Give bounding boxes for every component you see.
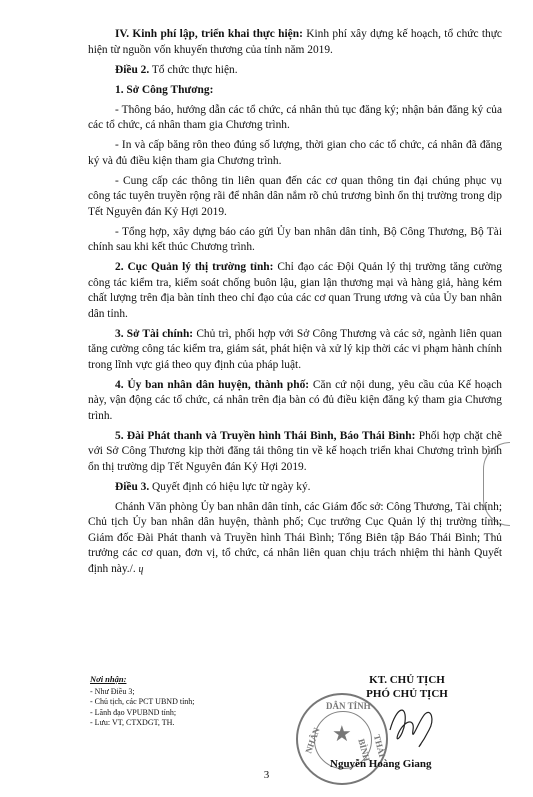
recipient-item: - Như Điều 3; (90, 686, 135, 696)
paragraph-thong-bao: - Thông báo, hướng dẫn các tổ chức, cá nhân thủ tục đăng ký; nhận bản đăng ký của các tổ chức, cá nhân tham gia Chương trình. (88, 103, 502, 131)
paragraph-tong-hop: - Tổng hợp, xây dựng báo cáo gửi Ủy ban nhân dân tỉnh, Bộ Công Thương, Bộ Tài chính sau khi kết thúc Chương trình. (88, 225, 502, 253)
signature-title-2: PHÓ CHỦ TỊCH (366, 688, 448, 700)
paragraph-chanh-van-phong: Chánh Văn phòng Ủy ban nhân dân tỉnh, các Giám đốc sở: Công Thương, Tài chính; Chủ tịch Ủy ban nhân dân huyện, thành phố; Cục trưởng Cục Quản lý thị trường tỉnh; Giám đốc Đài Phát thanh và Truyền hình Thái Bình; Tổng Biên tập Báo Thái Bình; Thủ trưởng các cơ quan, đơn vị, tổ chức, cá nhân liên quan chịu trách nhiệm thi hành Quyết định này./. ɥ (88, 500, 502, 575)
heading-so-cong-thuong: 1. Sở Công Thương: (115, 83, 214, 96)
paragraph-cuc-quan-ly: 2. Cục Quản lý thị trường tỉnh: Chỉ đạo các Đội Quản lý thị trường tăng cường công tác kiểm tra, kiểm soát chống buôn lậu, gian lận thương mại và hàng giả, hàng kém chất lượng trên địa bàn tỉnh theo chỉ đạo của các cơ quan Trung ương và của Ủy ban nhân dân tỉnh. (88, 261, 502, 320)
initial-mark: ɥ (138, 563, 144, 575)
recipients-title: Nơi nhận: (90, 674, 127, 684)
recipient-item: - Lãnh đạo VPUBND tỉnh; (90, 707, 177, 717)
paragraph-dieu-3: Điều 3. Quyết định có hiệu lực từ ngày ký. (115, 480, 311, 493)
side-seal-stamp (483, 442, 510, 526)
signature-title-1: KT. CHỦ TỊCH (369, 674, 445, 686)
paragraph-kinh-phi: IV. Kinh phí lập, triển khai thực hiện: Kinh phí xây dựng kế hoạch, tổ chức thực hiện từ nguồn vốn khuyến thương của tỉnh năm 2019. (88, 28, 502, 56)
paragraph-dieu-2: Điều 2. Tổ chức thực hiện. (115, 63, 238, 76)
recipient-item: - Lưu: VT, CTXDGT, TH. (90, 718, 175, 727)
document-body (88, 27, 502, 582)
paragraph-in-cap-bang-ron: - In và cấp băng rôn theo đúng số lượng, thời gian cho các tổ chức, cá nhân đã đăng ký và đủ điều kiện tham gia Chương trình. (88, 139, 502, 167)
paragraph-dai-phat-thanh: 5. Đài Phát thanh và Truyền hình Thái Bình, Báo Thái Bình: Phối hợp chặt chẽ với Sở Công Thương kịp thời đăng tải thông tin về kế hoạch triển khai Chương trình bình ổn thị trường dịp Tết Nguyên đán Kỷ Hợi 2019. (88, 429, 502, 473)
handwritten-signature (385, 700, 445, 755)
seal-star-icon: ★ (332, 721, 352, 746)
paragraph-ubnd-huyen: 4. Ủy ban nhân dân huyện, thành phố: Căn cứ nội dung, yêu cầu của Kế hoạch này, vận động các tổ chức, cá nhân trên địa bàn có đủ điều kiện đăng ký tham gia Chương trình. (88, 378, 502, 422)
seal-text-top: DÂN TỈNH (326, 701, 371, 711)
seal-text-right: THÁI BÌNH (356, 733, 388, 763)
paragraph-so-tai-chinh: 3. Sở Tài chính: Chủ trì, phối hợp với Sở Công Thương và các sở, ngành liên quan tăng cường công tác kiểm tra, giám sát, phát hiện và xử lý kịp thời các vi phạm hành chính trong lĩnh vực giá theo quy định của pháp luật. (88, 327, 503, 371)
recipients-block (90, 674, 290, 729)
recipient-item: - Chủ tịch, các PCT UBND tỉnh; (90, 697, 195, 706)
signer-name: Nguyễn Hoàng Giang (330, 758, 432, 770)
paragraph-cung-cap-thong-tin: - Cung cấp các thông tin liên quan đến các cơ quan thông tin đại chúng phục vụ công tác tuyên truyền rộng rãi để nhân dân nắm rõ chủ trương bình ổn thị trường trong dịp Tết Nguyên đán Kỷ Hợi 2019. (88, 174, 502, 218)
page-number: 3 (263, 769, 270, 781)
seal-text-left: NHÂN (303, 726, 322, 755)
